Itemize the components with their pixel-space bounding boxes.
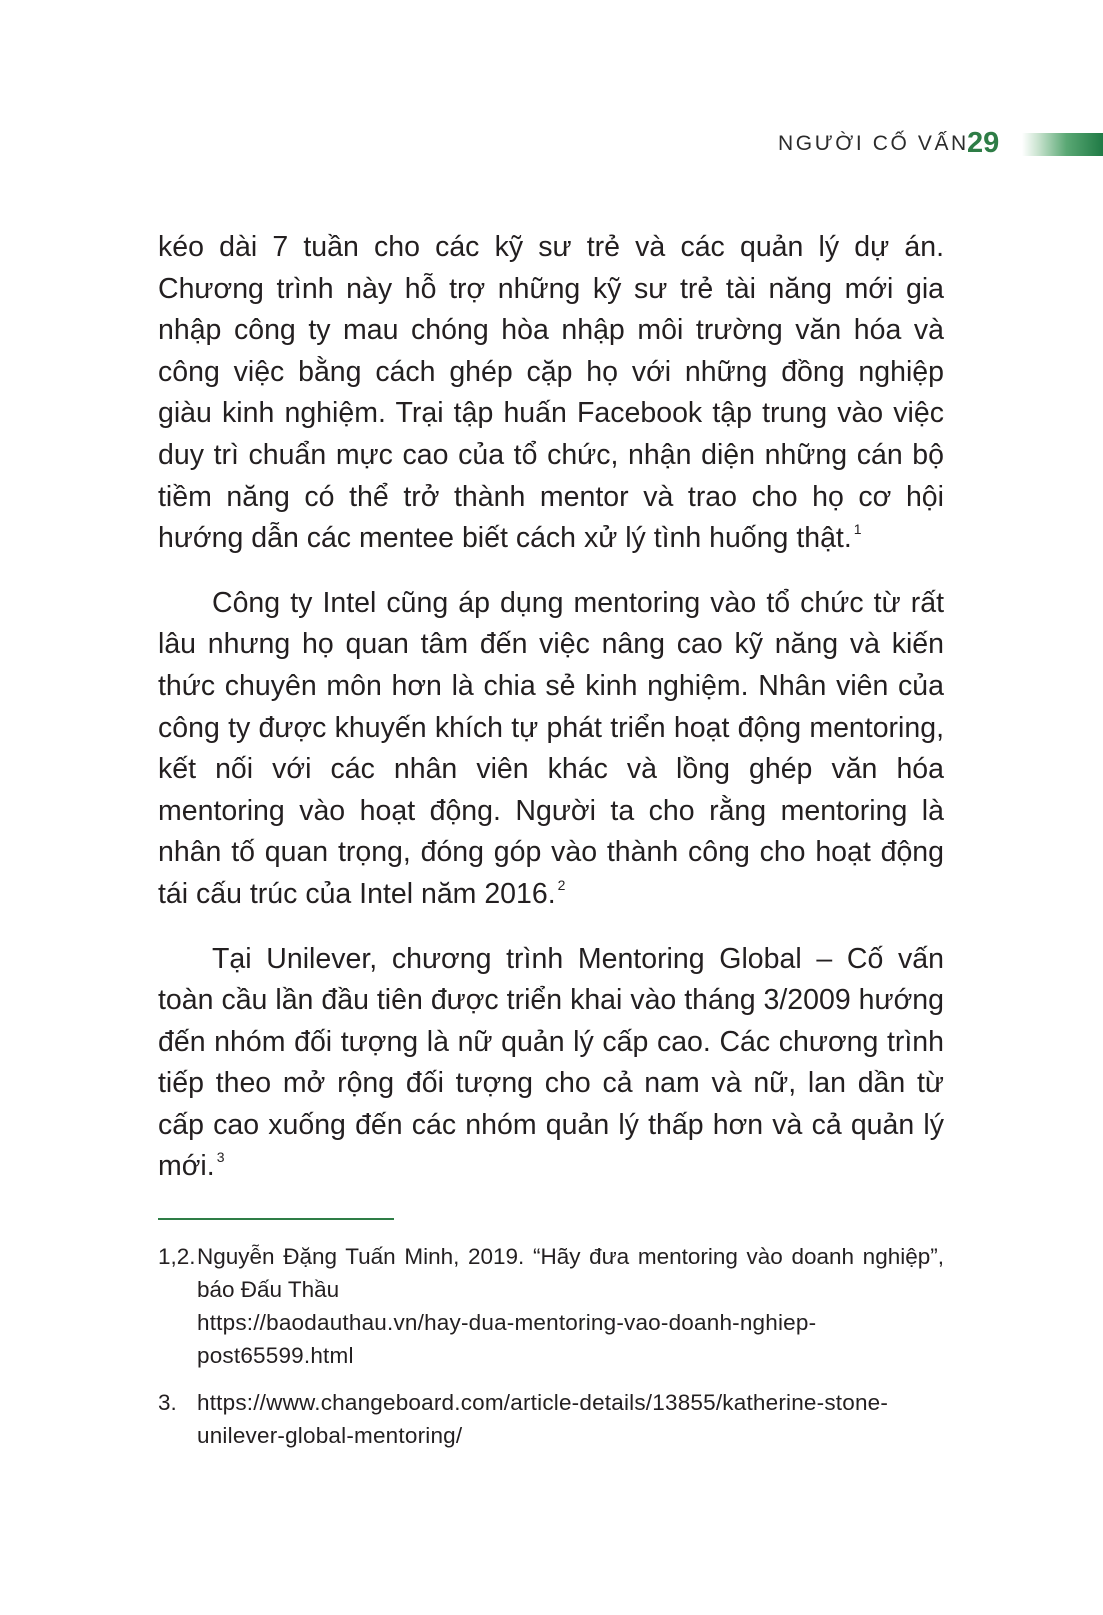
footnotes <box>158 1240 944 1466</box>
paragraph-text: Tại Unilever, chương trình Mentoring Global – Cố vấn toàn cầu lần đầu tiên được triển khai vào tháng 3/2009 hướng đến nhóm đối tượng là nữ quản lý cấp cao. Các chương trình tiếp theo mở rộng đối tượng cho cả nam và nữ, lan dần từ cấp cao xuống đến các nhóm quản lý thấp hơn và cả quản lý mới. <box>158 942 944 1183</box>
running-header <box>0 127 1103 163</box>
footnote-ref: 1 <box>853 521 862 538</box>
footnote-ref: 2 <box>557 876 566 893</box>
header-accent-bar <box>1022 133 1103 156</box>
footnote-ref: 3 <box>216 1149 225 1166</box>
paragraph-text: Công ty Intel cũng áp dụng mentoring vào tổ chức từ rất lâu nhưng họ quan tâm đến việc nâng cao kỹ năng và kiến thức chuyên môn hơn là chia sẻ kinh nghiệm. Nhân viên của công ty được khuyến khích tự phát triển hoạt động mentoring, kết nối với các nhân viên khác và lồng ghép văn hóa mentoring vào hoạt động. Người ta cho rằng mentoring là nhân tố quan trọng, đóng góp vào thành công cho hoạt động tái cấu trúc của Intel năm 2016. <box>158 586 944 910</box>
footnote-citation: Nguyễn Đặng Tuấn Minh, 2019. “Hãy đưa mentoring vào doanh nghiệp”, báo Đấu Thầu <box>197 1244 944 1302</box>
body-text <box>158 227 944 1211</box>
footnote-divider <box>158 1218 394 1220</box>
page-number: 29 <box>967 127 1000 159</box>
footnote-1-2 <box>158 1240 944 1372</box>
footnote-marker: 3. <box>158 1390 177 1415</box>
paragraph-unilever <box>158 939 944 1189</box>
paragraph-text: kéo dài 7 tuần cho các kỹ sư trẻ và các quản lý dự án. Chương trình này hỗ trợ những kỹ sư trẻ tài năng mới gia nhập công ty mau chóng hòa nhập môi trường văn hóa và công việc bằng cách ghép cặp họ với những đồng nghiệp giàu kinh nghiệm. Trại tập huấn Facebook tập trung vào việc duy trì chuẩn mực cao của tổ chức, nhận diện những cán bộ tiềm năng có thể trở thành mentor và trao cho họ cơ hội hướng dẫn các mentee biết cách xử lý tình huống thật. <box>158 231 944 555</box>
footnote-3 <box>158 1386 944 1452</box>
running-header-title: NGƯỜI CỐ VẤN <box>778 132 969 155</box>
footnote-link[interactable]: https://baodauthau.vn/hay-dua-mentoring-vao-doanh-nghiep-post65599.html <box>197 1310 817 1368</box>
paragraph-intel <box>158 583 944 916</box>
footnote-marker: 1,2. <box>158 1244 196 1269</box>
footnote-link[interactable]: https://www.changeboard.com/article-details/13855/katherine-stone-unilever-global-mentoring/ <box>197 1390 889 1448</box>
paragraph-facebook <box>158 227 944 560</box>
